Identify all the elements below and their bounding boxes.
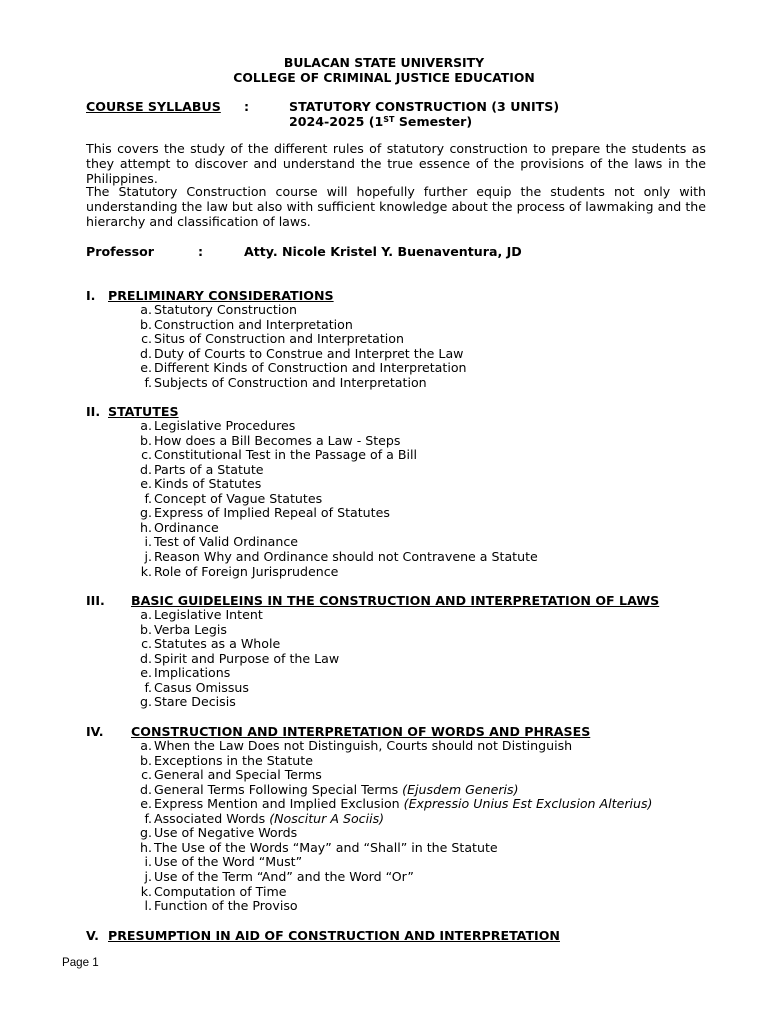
item-letter: f. bbox=[144, 679, 152, 695]
item-latin-term: (Expressio Unius Est Exclusion Alterius) bbox=[403, 796, 653, 812]
item-text-wrap bbox=[154, 898, 298, 913]
course-semester: Semester) bbox=[394, 114, 473, 129]
section-number: V. bbox=[86, 928, 99, 943]
item-text: Express of Implied Repeal of Statutes bbox=[154, 505, 390, 521]
item-letter: i. bbox=[144, 534, 152, 550]
intro-paragraph-1: This covers the study of the different rules of statutory construction to prepare the students as they attempt to discover and understand the true essence of the provisions of the laws in the Philippines. bbox=[86, 141, 706, 186]
section-title: PRESUMPTION IN AID OF CONSTRUCTION AND INTERPRETATION bbox=[108, 928, 560, 943]
item-letter: l. bbox=[144, 898, 152, 913]
section-number: II. bbox=[86, 404, 101, 419]
professor-name: Atty. Nicole Kristel Y. Buenaventura, JD bbox=[244, 244, 522, 259]
item-letter: g. bbox=[140, 694, 152, 710]
section-title: PRELIMINARY CONSIDERATIONS bbox=[108, 288, 334, 303]
item-text: Verba Legis bbox=[154, 621, 227, 637]
item-text-wrap bbox=[154, 694, 236, 709]
item-text-wrap bbox=[154, 447, 417, 462]
item-letter: a. bbox=[140, 418, 152, 433]
section-number: IV. bbox=[86, 724, 104, 739]
item-text: Spirit and Purpose of the Law bbox=[154, 650, 340, 666]
item-text-wrap bbox=[154, 782, 519, 797]
section-number: III. bbox=[86, 593, 105, 608]
item-text: Statutory Construction bbox=[154, 302, 298, 317]
item-text: Use of the Word “Must” bbox=[154, 854, 303, 870]
section-title: BASIC GUIDELEINS IN THE CONSTRUCTION AND INTERPRETATION OF LAWS bbox=[131, 593, 660, 608]
item-text-wrap bbox=[154, 462, 264, 477]
section-title: CONSTRUCTION AND INTERPRETATION OF WORDS AND PHRASES bbox=[131, 724, 591, 739]
section-number: I. bbox=[86, 288, 96, 303]
item-letter: a. bbox=[140, 738, 152, 753]
course-colon: : bbox=[244, 99, 250, 114]
item-text-wrap bbox=[154, 665, 230, 680]
item-text-wrap bbox=[154, 840, 498, 855]
item-text-wrap bbox=[154, 636, 280, 651]
item-text: General Terms Following Special Terms bbox=[154, 781, 403, 797]
item-text-wrap bbox=[154, 651, 339, 666]
item-text: Computation of Time bbox=[154, 883, 287, 899]
course-sup: ST bbox=[383, 115, 395, 124]
item-text-wrap bbox=[154, 433, 401, 448]
item-text: Role of Foreign Jurisprudence bbox=[154, 563, 339, 579]
professor-label: Professor bbox=[86, 244, 154, 259]
item-letter: f. bbox=[144, 490, 152, 506]
university-name: BULACAN STATE UNIVERSITY bbox=[283, 55, 485, 70]
item-letter: b. bbox=[140, 752, 152, 768]
item-letter: a. bbox=[140, 302, 152, 317]
item-text-wrap bbox=[154, 884, 287, 899]
item-text-wrap bbox=[154, 811, 384, 826]
item-text-wrap bbox=[154, 418, 295, 433]
item-letter: d. bbox=[140, 781, 152, 797]
course-title: STATUTORY CONSTRUCTION (3 UNITS) bbox=[289, 99, 560, 114]
item-latin-term: (Noscitur A Sociis) bbox=[269, 810, 385, 826]
item-text-wrap bbox=[154, 549, 538, 564]
item-text-wrap bbox=[154, 317, 353, 332]
item-letter: g. bbox=[140, 825, 152, 841]
item-text-wrap bbox=[154, 331, 404, 346]
item-text: Reason Why and Ordinance should not Contravene a Statute bbox=[154, 549, 538, 564]
item-text: Stare Decisis bbox=[154, 694, 236, 710]
item-letter: j. bbox=[144, 549, 152, 564]
item-text-wrap bbox=[154, 564, 338, 579]
course-term bbox=[289, 114, 472, 129]
item-text: Legislative Intent bbox=[154, 607, 263, 622]
item-text: Use of the Term “And” and the Word “Or” bbox=[154, 869, 414, 884]
item-text-wrap bbox=[154, 520, 219, 535]
item-text: Concept of Vague Statutes bbox=[154, 490, 323, 506]
item-text-wrap bbox=[154, 476, 261, 491]
item-text: Test of Valid Ordinance bbox=[154, 534, 299, 550]
item-text-wrap bbox=[154, 302, 297, 317]
section-title: STATUTES bbox=[108, 404, 179, 419]
item-letter: f. bbox=[144, 810, 152, 826]
item-text: The Use of the Words “May” and “Shall” in the Statute bbox=[154, 839, 498, 855]
item-text: Statutes as a Whole bbox=[154, 636, 281, 652]
item-letter: e. bbox=[140, 665, 152, 681]
item-letter: d. bbox=[140, 461, 152, 477]
item-letter: e. bbox=[140, 796, 152, 812]
item-text: When the Law Does not Distinguish, Courts should not Distinguish bbox=[154, 738, 573, 753]
item-text-wrap bbox=[154, 796, 652, 811]
item-text-wrap bbox=[154, 753, 313, 768]
item-text: Situs of Construction and Interpretation bbox=[154, 331, 404, 347]
item-letter: i. bbox=[144, 854, 152, 870]
item-text: Casus Omissus bbox=[154, 679, 249, 695]
item-text-wrap bbox=[154, 825, 297, 840]
professor-colon: : bbox=[198, 244, 204, 259]
item-letter: d. bbox=[140, 345, 152, 361]
item-text-wrap bbox=[154, 491, 322, 506]
item-text: Different Kinds of Construction and Interpretation bbox=[154, 360, 467, 376]
page-number: Page 1 bbox=[62, 956, 99, 969]
item-text-wrap bbox=[154, 505, 390, 520]
item-letter: b. bbox=[140, 621, 152, 637]
item-letter: k. bbox=[140, 563, 152, 579]
item-text: Duty of Courts to Construe and Interpret the Law bbox=[154, 345, 464, 361]
item-latin-term: (Ejusdem Generis) bbox=[402, 781, 519, 797]
item-letter: e. bbox=[140, 476, 152, 492]
item-letter: c. bbox=[141, 331, 152, 347]
item-text: General and Special Terms bbox=[154, 767, 322, 783]
item-text: How does a Bill Becomes a Law - Steps bbox=[154, 432, 401, 448]
item-letter: e. bbox=[140, 360, 152, 376]
item-text: Subjects of Construction and Interpretation bbox=[154, 374, 427, 390]
item-text-wrap bbox=[154, 607, 263, 622]
item-letter: a. bbox=[140, 607, 152, 622]
item-text-wrap bbox=[154, 680, 249, 695]
item-text-wrap bbox=[154, 534, 298, 549]
item-letter: k. bbox=[140, 883, 152, 899]
item-letter: h. bbox=[140, 519, 152, 535]
item-text: Constitutional Test in the Passage of a Bill bbox=[154, 447, 418, 463]
item-text: Function of the Proviso bbox=[154, 898, 298, 913]
item-letter: b. bbox=[140, 316, 152, 332]
item-text: Parts of a Statute bbox=[154, 461, 264, 477]
item-letter: h. bbox=[140, 839, 152, 855]
item-text-wrap bbox=[154, 854, 302, 869]
item-letter: c. bbox=[141, 767, 152, 783]
item-text: Exceptions in the Statute bbox=[154, 752, 313, 768]
item-letter: b. bbox=[140, 432, 152, 448]
item-letter: c. bbox=[141, 636, 152, 652]
item-text-wrap bbox=[154, 622, 227, 637]
course-syllabus-label: COURSE SYLLABUS bbox=[86, 99, 221, 114]
item-text-wrap bbox=[154, 375, 427, 390]
item-text-wrap bbox=[154, 869, 414, 884]
item-text-wrap bbox=[154, 767, 322, 782]
item-text-wrap bbox=[154, 360, 467, 375]
item-text: Implications bbox=[154, 665, 231, 681]
course-year: 2024-2025 (1 bbox=[289, 114, 384, 129]
item-text-wrap bbox=[154, 346, 463, 361]
item-text: Kinds of Statutes bbox=[154, 476, 262, 492]
item-letter: j. bbox=[144, 869, 152, 884]
item-text: Legislative Procedures bbox=[154, 418, 296, 433]
item-text: Use of Negative Words bbox=[154, 825, 298, 841]
item-text-wrap bbox=[154, 738, 572, 753]
intro-paragraph-2: The Statutory Construction course will hopefully further equip the students not only with understanding the law but also with sufficient knowledge about the process of lawmaking and the hierarchy and classification of laws. bbox=[86, 184, 706, 229]
college-name: COLLEGE OF CRIMINAL JUSTICE EDUCATION bbox=[233, 70, 535, 85]
item-text: Ordinance bbox=[154, 519, 219, 535]
item-text: Construction and Interpretation bbox=[154, 316, 353, 332]
item-letter: f. bbox=[144, 374, 152, 390]
item-letter: c. bbox=[141, 447, 152, 463]
item-text: Express Mention and Implied Exclusion bbox=[154, 796, 404, 812]
item-letter: d. bbox=[140, 650, 152, 666]
item-text: Associated Words bbox=[154, 810, 270, 826]
item-letter: g. bbox=[140, 505, 152, 521]
